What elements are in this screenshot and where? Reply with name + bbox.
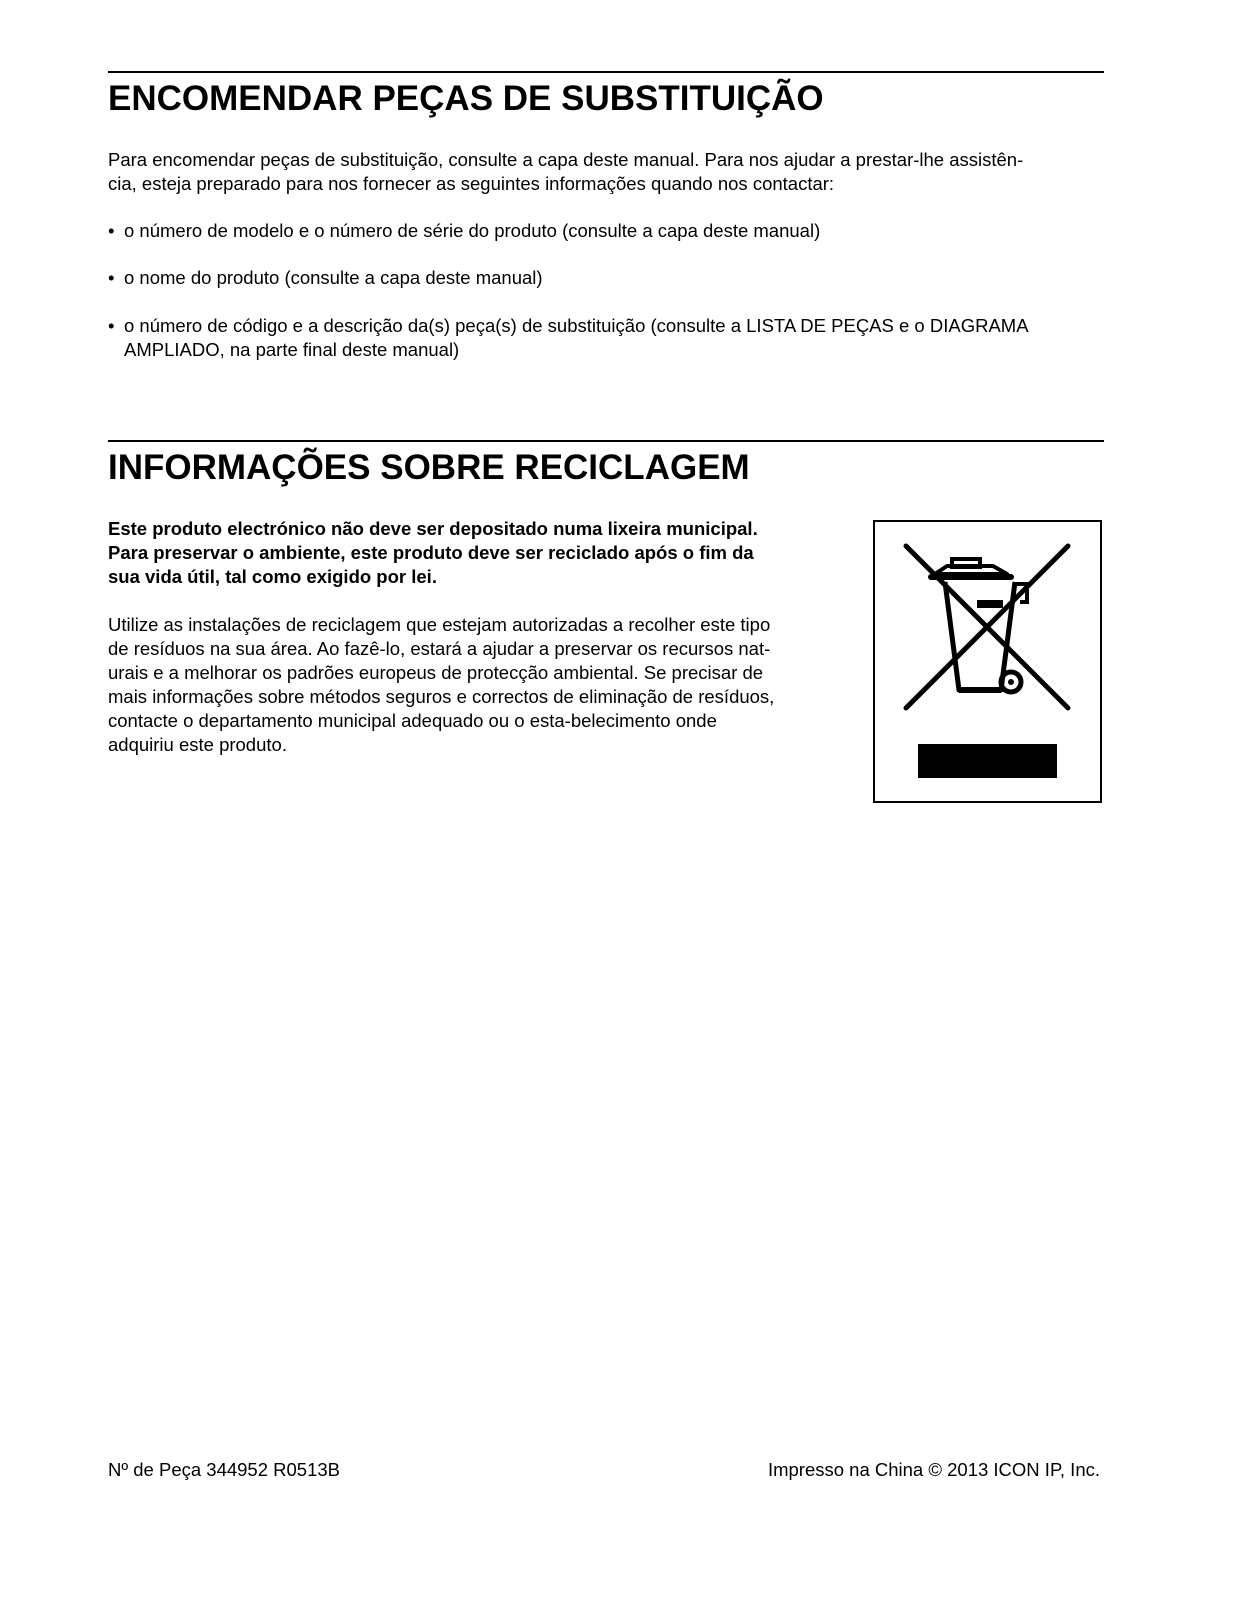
list-item-text-line-1: o número de código e a descrição da(s) peça(s) de substituição (consulte a LISTA DE PEÇAS e o DIAGRAMA — [124, 315, 1029, 336]
list-item-text: o nome do produto (consulte a capa deste manual) — [124, 267, 543, 288]
replacement-intro-paragraph — [108, 148, 1023, 196]
bullet-icon: • — [108, 315, 115, 336]
list-item — [108, 314, 1104, 362]
info-line-1: Utilize as instalações de reciclagem que estejam autorizadas a recolher este tipo — [108, 614, 771, 635]
info-line-5: contacte o departamento municipal adequado ou o esta-belecimento onde — [108, 710, 717, 731]
list-item-text-line-2: AMPLIADO, na parte final deste manual) — [124, 339, 460, 360]
section-divider-recycling — [108, 440, 1104, 442]
warning-line-3: sua vida útil, tal como exigido por lei. — [108, 566, 437, 587]
warning-line-2: Para preservar o ambiente, este produto deve ser reciclado após o fim da — [108, 542, 754, 563]
info-line-6: adquiriu este produto. — [108, 734, 287, 755]
weee-symbol-box — [873, 520, 1102, 803]
list-item — [108, 219, 1104, 243]
list-item — [108, 266, 1104, 290]
recycling-info-paragraph — [108, 613, 848, 757]
info-line-3: urais e a melhorar os padrões europeus de protecção ambiental. Se precisar de — [108, 662, 764, 683]
info-line-2: de resíduos na sua área. Ao fazê-lo, estará a ajudar a preservar os recursos nat- — [108, 638, 771, 659]
warning-line-1: Este produto electrónico não deve ser depositado numa lixeira municipal. — [108, 518, 758, 539]
list-item-text: o número de modelo e o número de série do produto (consulte a capa deste manual) — [124, 220, 821, 241]
footer-printed-copyright: Impresso na China © 2013 ICON IP, Inc. — [767, 1459, 1100, 1480]
recycling-warning-paragraph — [108, 517, 848, 589]
section-title-replacement-parts: ENCOMENDAR PEÇAS DE SUBSTITUIÇÃO — [108, 79, 824, 118]
bullet-icon: • — [108, 267, 115, 288]
info-line-4: mais informações sobre métodos seguros e correctos de eliminação de resíduos, — [108, 686, 775, 707]
crossed-out-wheelie-bin-icon — [875, 522, 1100, 801]
intro-line-1: Para encomendar peças de substituição, consulte a capa deste manual. Para nos ajudar a prestar-lhe assistên- — [108, 149, 1024, 170]
section-title-recycling: INFORMAÇÕES SOBRE RECICLAGEM — [108, 448, 750, 487]
section-divider-top — [108, 71, 1104, 73]
footer-part-number: Nº de Peça 344952 R0513B — [108, 1459, 341, 1480]
intro-line-2: cia, esteja preparado para nos fornecer as seguintes informações quando nos contactar: — [108, 173, 835, 194]
bullet-icon: • — [108, 220, 115, 241]
